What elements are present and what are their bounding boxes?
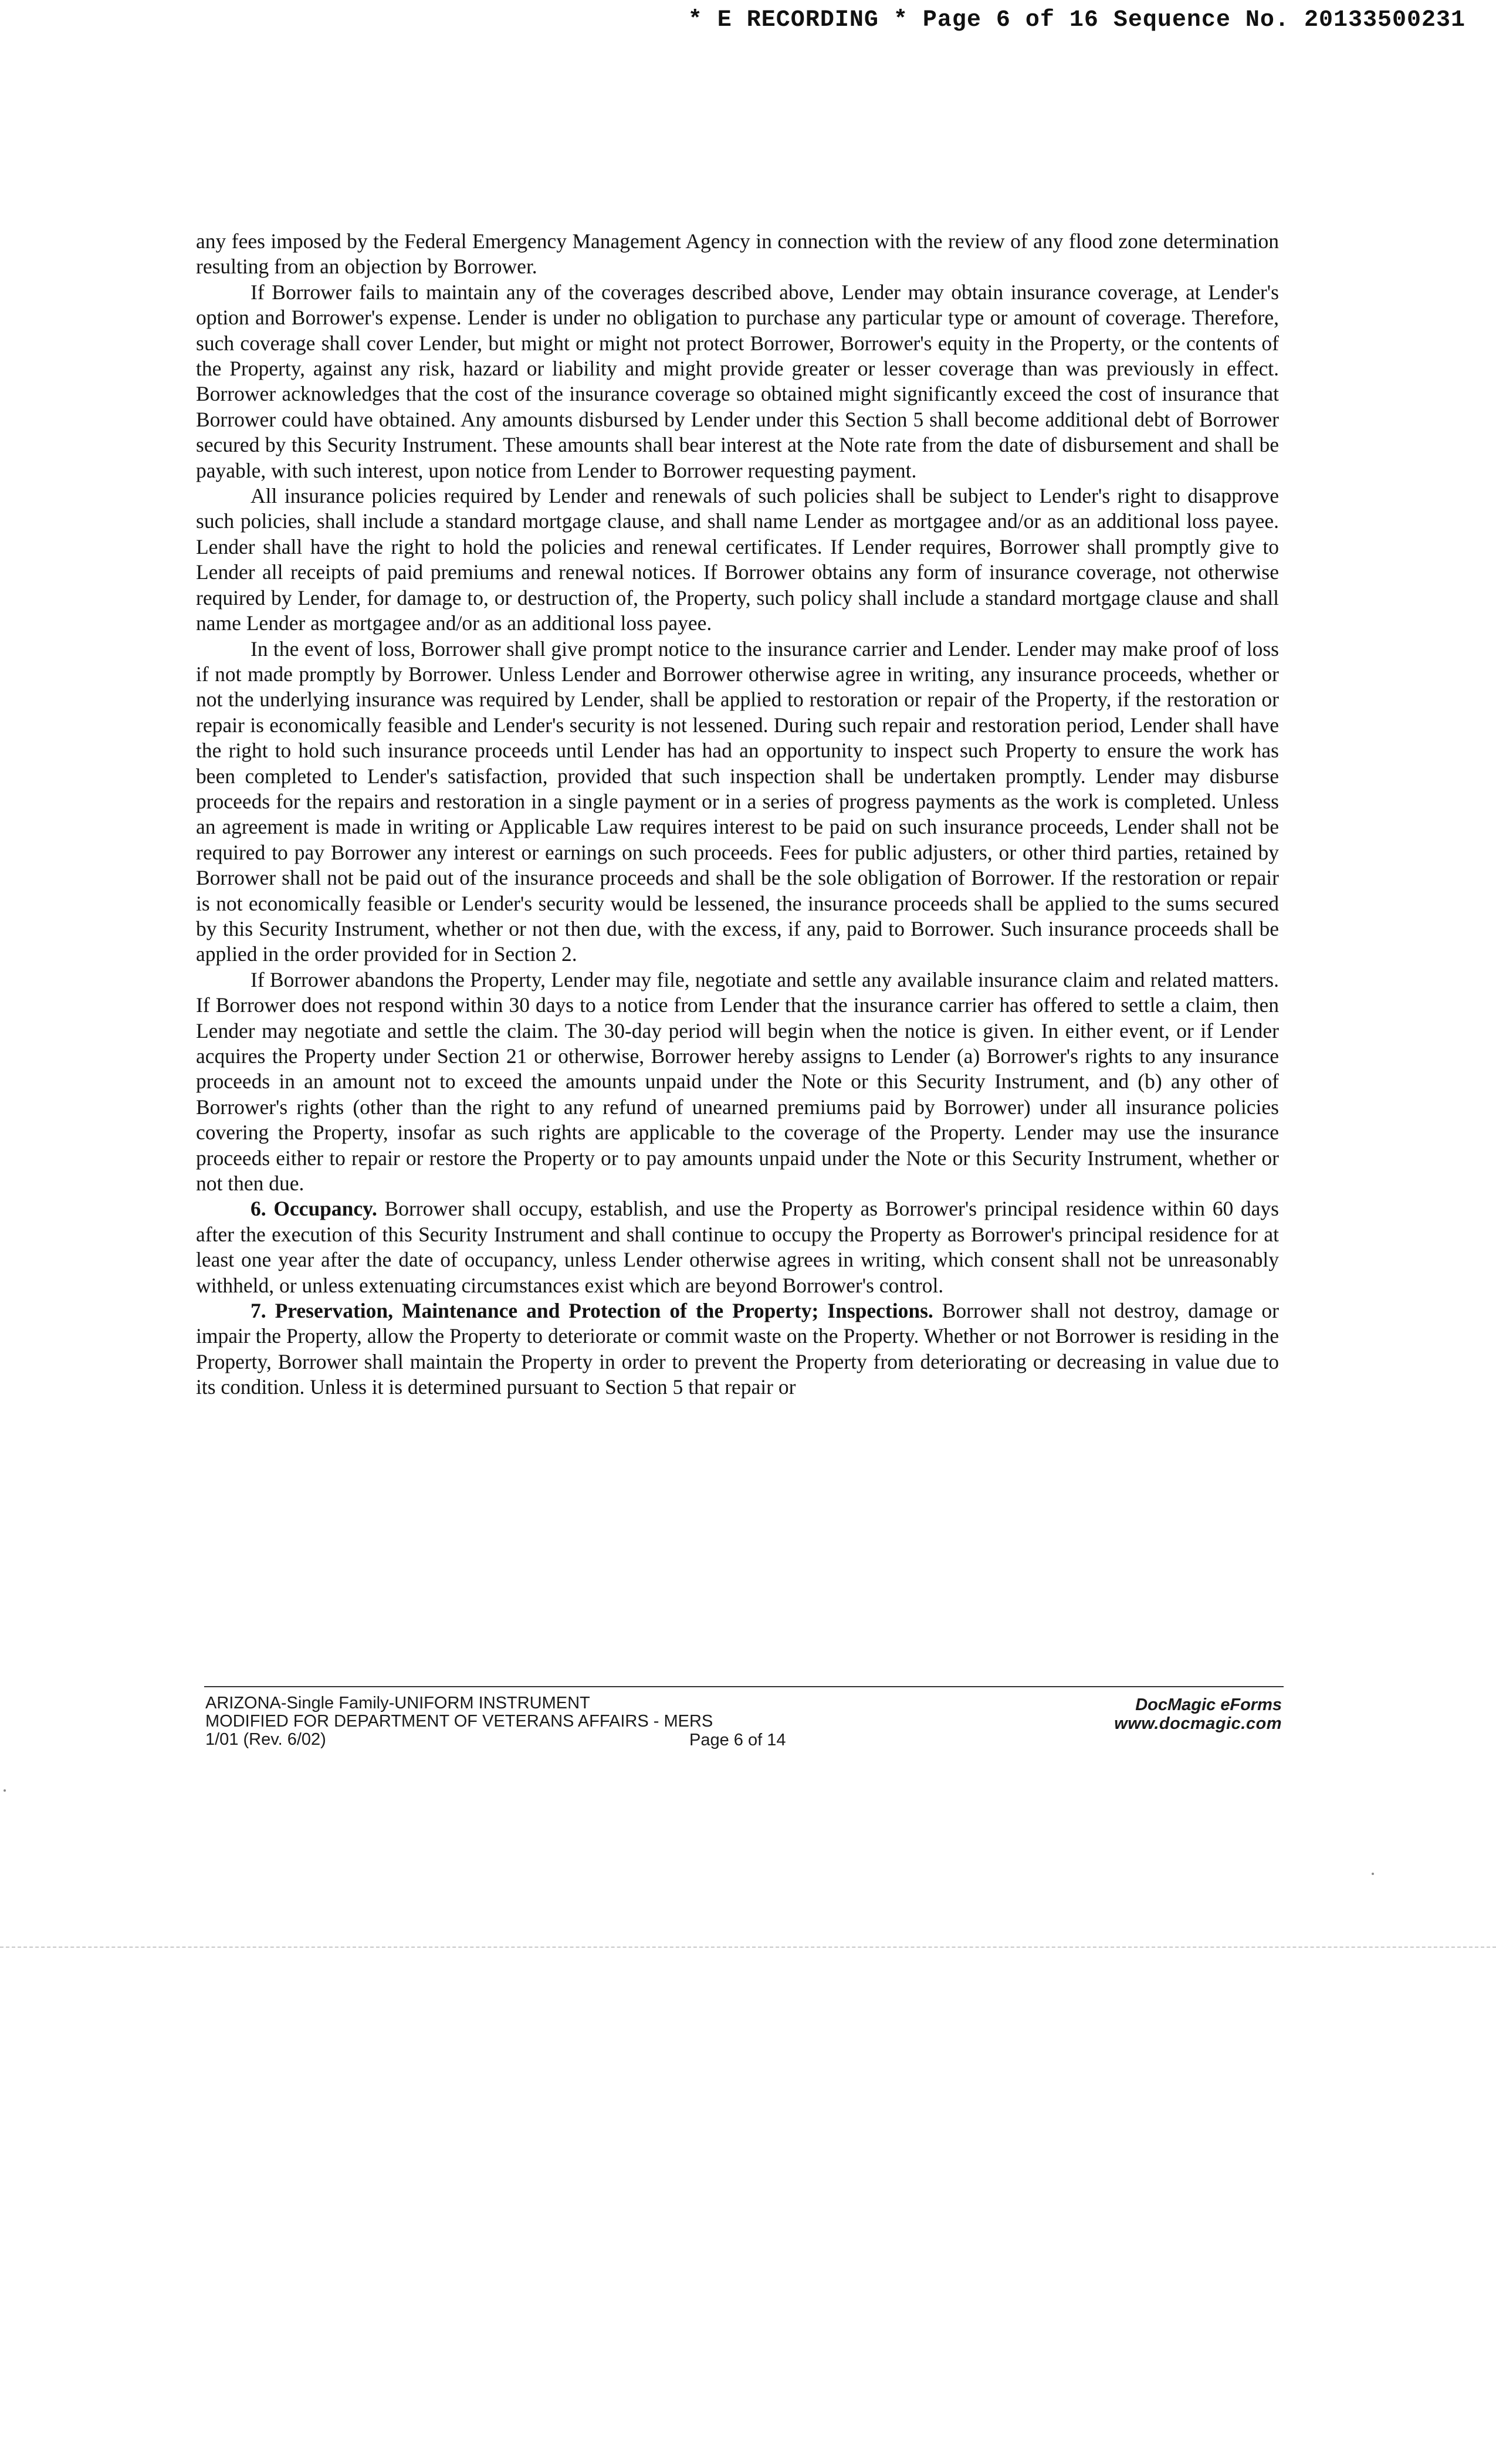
section-7-preservation	[196, 1298, 1279, 1400]
docmagic-logo: DocMagic eForms	[1135, 1695, 1282, 1714]
footer-form-modifier: MODIFIED FOR DEPARTMENT OF VETERANS AFFAIRS - MERS	[205, 1712, 713, 1731]
paragraph-event-of-loss: In the event of loss, Borrower shall give prompt notice to the insurance carrier and Lender. Lender may make proof of loss if not made promptly by Borrower. Unless Lender and Borrower otherwise agree in writing, any insurance proceeds, whether or not the underlying insurance was required by Lender, shall be applied to restoration or repair of the Property, if the restoration or repair is economically feasible and Lender's security is not lessened. During such repair and restoration period, Lender shall have the right to hold such insurance proceeds until Lender has had an opportunity to inspect such Property to ensure the work has been completed to Lender's satisfaction, provided that such inspection shall be undertaken promptly. Lender may disburse proceeds for the repairs and restoration in a single payment or in a series of progress payments as the work is completed. Unless an agreement is made in writing or Applicable Law requires interest to be paid on such insurance proceeds, Lender shall not be required to pay Borrower any interest or earnings on such proceeds. Fees for public adjusters, or other third parties, retained by Borrower shall not be paid out of the insurance proceeds and shall be the sole obligation of Borrower. If the restoration or repair is not economically feasible or Lender's security would be lessened, the insurance proceeds shall be applied to the sums secured by this Security Instrument, whether or not then due, with the excess, if any, paid to Borrower. Such insurance proceeds shall be applied in the order provided for in Section 2.	[196, 637, 1279, 966]
section-6-occupancy	[196, 1196, 1279, 1298]
section-7-heading: 7. Preservation, Maintenance and Protection of the Property; Inspections.	[251, 1299, 933, 1323]
docmagic-url: www.docmagic.com	[1114, 1714, 1282, 1733]
scan-speck	[1372, 1873, 1374, 1875]
section-7-text: Borrower shall not destroy, damage or impair the Property, allow the Property to deteriorate or commit waste on the Property. Whether or not Borrower is residing in the Property, Borrower shall maintain the Property in order to prevent the Property from deteriorating or decreasing in value due to its condition. Unless it is determined pursuant to Section 5 that repair or	[196, 1299, 1279, 1399]
footer-divider	[204, 1686, 1284, 1687]
footer-form-revision: 1/01 (Rev. 6/02)	[205, 1730, 326, 1749]
paragraph-flood-fees: any fees imposed by the Federal Emergency Management Agency in connection with the review of any flood zone determination resulting from an objection by Borrower.	[196, 229, 1279, 279]
footer-page-number: Page 6 of 14	[689, 1731, 786, 1749]
footer-form-info	[205, 1694, 713, 1749]
paragraph-policy-requirements: All insurance policies required by Lender and renewals of such policies shall be subject to Lender's right to disapprove such policies, shall include a standard mortgage clause, and shall name Lender as mortgagee and/or as an additional loss payee. Lender shall have the right to hold the policies and renewal certificates. If Lender requires, Borrower shall promptly give to Lender all receipts of paid premiums and renewal notices. If Borrower obtains any form of insurance coverage, not otherwise required by Lender, for damage to, or destruction of, the Property, such policy shall include a standard mortgage clause and shall name Lender as mortgagee and/or as an additional loss payee.	[196, 484, 1279, 635]
section-6-heading: 6. Occupancy.	[251, 1197, 377, 1221]
scan-page-edge	[0, 1947, 1496, 1948]
section-6-text: Borrower shall occupy, establish, and use the Property as Borrower's principal residence within 60 days after the execution of this Security Instrument and shall continue to occupy the Property as Borrower's principal residence for at least one year after the date of occupancy, unless Lender otherwise agrees in writing, which consent shall not be unreasonably withheld, or unless extenuating circumstances exist which are beyond Borrower's control.	[196, 1197, 1279, 1297]
recording-stamp: * E RECORDING * Page 6 of 16 Sequence No. 20133500231	[688, 7, 1465, 33]
footer-form-title: ARIZONA-Single Family-UNIFORM INSTRUMENT	[205, 1694, 590, 1712]
document-body	[196, 229, 1279, 1400]
paragraph-abandonment: If Borrower abandons the Property, Lender may file, negotiate and settle any available insurance claim and related matters. If Borrower does not respond within 30 days to a notice from Lender that the insurance carrier has offered to settle a claim, then Lender may negotiate and settle the claim. The 30-day period will begin when the notice is given. In either event, or if Lender acquires the Property under Section 21 or otherwise, Borrower hereby assigns to Lender (a) Borrower's rights to any insurance proceeds in an amount not to exceed the amounts unpaid under the Note or this Security Instrument, and (b) any other of Borrower's rights (other than the right to any refund of unearned premiums paid by Borrower) under all insurance policies covering the Property, insofar as such rights are applicable to the coverage of the Property. Lender may use the insurance proceeds either to repair or restore the Property or to pay amounts unpaid under the Note or this Security Instrument, whether or not then due.	[196, 967, 1279, 1196]
paragraph-lender-coverage: If Borrower fails to maintain any of the coverages described above, Lender may obtain insurance coverage, at Lender's option and Borrower's expense. Lender is under no obligation to purchase any particular type or amount of coverage. Therefore, such coverage shall cover Lender, but might or might not protect Borrower, Borrower's equity in the Property, or the contents of the Property, against any risk, hazard or liability and might provide greater or lesser coverage than was previously in effect. Borrower acknowledges that the cost of the insurance coverage so obtained might significantly exceed the cost of insurance that Borrower could have obtained. Any amounts disbursed by Lender under this Section 5 shall become additional debt of Borrower secured by this Security Instrument. These amounts shall bear interest at the Note rate from the date of disbursement and shall be payable, with such interest, upon notice from Lender to Borrower requesting payment.	[196, 280, 1279, 482]
scan-speck	[4, 1789, 6, 1792]
footer-brand-block	[1114, 1695, 1282, 1733]
